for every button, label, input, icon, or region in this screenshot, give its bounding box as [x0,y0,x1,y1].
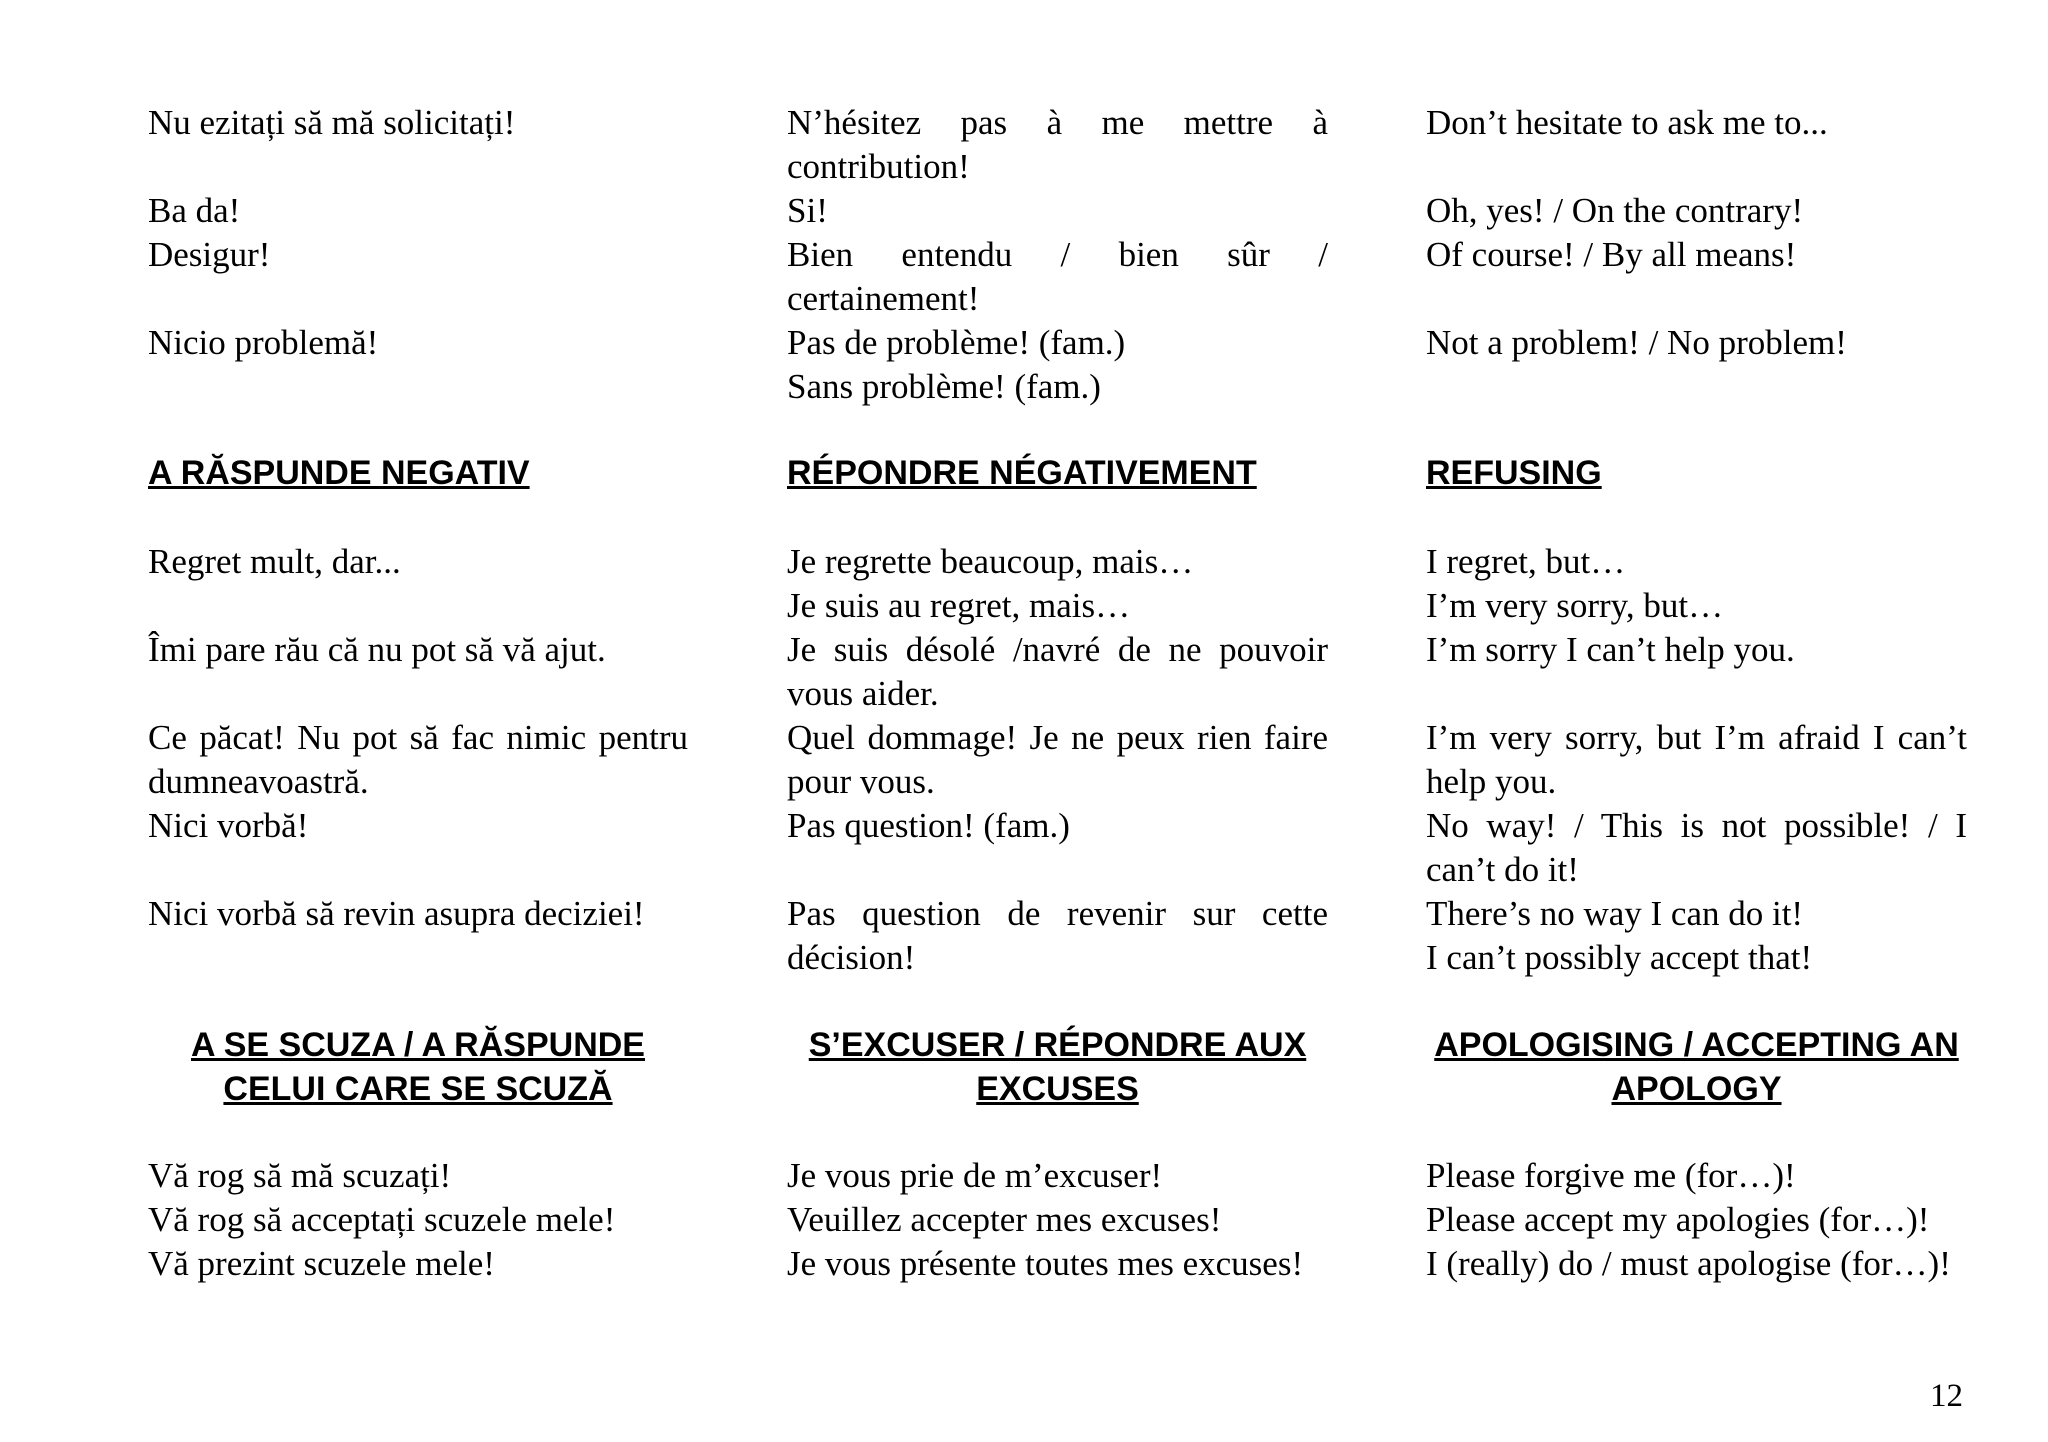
ro-phrase: Nici vorbă să revin asupra deciziei! [148,894,645,933]
ro-phrase: Nu ezitați să mă solicitați! [148,103,516,142]
fr-phrase: Veuillez accepter mes excuses! [787,1200,1222,1239]
ro-heading-refusing: A RĂSPUNDE NEGATIV [148,454,530,492]
en-phrase-block [1426,540,1967,672]
en-phrase: Oh, yes! / On the contrary! [1426,191,1804,230]
ro-phrase: Ba da! [148,191,241,230]
ro-phrase-block [148,321,688,365]
ro-phrase-block [148,1154,688,1286]
en-phrase: I’m very sorry, but I’m afraid I can’t help you. [1426,718,1967,801]
ro-phrase-block [148,892,688,936]
ro-phrase: Nicio problemă! [148,323,379,362]
ro-phrase: Ce păcat! Nu pot să fac nimic pentru dumneavoastră. [148,718,688,801]
ro-phrase-block [148,540,688,584]
ro-phrase-block [148,628,688,672]
en-phrase: Please accept my apologies (for…)! [1426,1200,1930,1239]
en-phrase: I (really) do / must apologise (for…)! [1426,1244,1951,1283]
ro-phrase: Vă rog să acceptați scuzele mele! [148,1200,616,1239]
ro-phrase: Desigur! [148,235,271,274]
ro-phrase: Îmi pare rău că nu pot să vă ajut. [148,630,606,669]
fr-phrase-block [787,1154,1328,1286]
fr-phrase: Bien entendu / bien sûr / certainement! [787,235,1328,318]
en-heading-refusing: REFUSING [1426,454,1602,492]
en-phrase-block [1426,716,1967,980]
fr-phrase: Si! [787,191,828,230]
en-phrase: Of course! / By all means! [1426,235,1797,274]
fr-phrase: Je regrette beaucoup, mais… [787,542,1194,581]
en-phrase: Not a problem! / No problem! [1426,323,1847,362]
ro-phrase-block [148,189,688,277]
fr-phrase: Sans problème! (fam.) [787,367,1101,406]
en-phrase: I’m very sorry, but… [1426,586,1724,625]
ro-phrase: Vă rog să mă scuzați! [148,1156,452,1195]
ro-phrase: Vă prezint scuzele mele! [148,1244,495,1283]
en-phrase: There’s no way I can do it! [1426,894,1804,933]
en-phrase-block [1426,1154,1967,1286]
fr-phrase: Je suis désolé /navré de ne pouvoir vous aider. [787,630,1328,713]
fr-heading-refusing: RÉPONDRE NÉGATIVEMENT [787,454,1257,492]
ro-phrase-block [148,716,688,848]
fr-heading-apologising: S’EXCUSER / RÉPONDRE AUX EXCUSES [808,1026,1307,1108]
fr-phrase-block [787,101,1328,409]
en-phrase: Please forgive me (for…)! [1426,1156,1796,1195]
fr-phrase-block [787,892,1328,980]
fr-phrase: Pas de problème! (fam.) [787,323,1126,362]
fr-phrase: Quel dommage! Je ne peux rien faire pour vous. [787,718,1328,801]
en-phrase: No way! / This is not possible! / I can’t do it! [1426,806,1967,889]
fr-phrase-block [787,540,1328,848]
en-phrase: I’m sorry I can’t help you. [1426,630,1795,669]
ro-phrase: Regret mult, dar... [148,542,401,581]
ro-phrase-block [148,101,688,145]
en-phrase-block [1426,101,1967,145]
fr-phrase: Je suis au regret, mais… [787,586,1131,625]
en-phrase: I can’t possibly accept that! [1426,938,1813,977]
ro-phrase: Nici vorbă! [148,806,309,845]
fr-phrase: Je vous prie de m’excuser! [787,1156,1163,1195]
fr-phrase: Pas question de revenir sur cette décision! [787,894,1328,977]
page-number: 12 [1930,1378,1963,1414]
en-heading-apologising: APOLOGISING / ACCEPTING AN APOLOGY [1434,1026,1959,1108]
en-phrase-block [1426,321,1967,365]
en-phrase-block [1426,189,1967,277]
fr-phrase: Je vous présente toutes mes excuses! [787,1244,1304,1283]
fr-phrase: N’hésitez pas à me mettre à contribution! [787,103,1328,186]
ro-heading-apologising: A SE SCUZA / A RĂSPUNDE CELUI CARE SE SCUZĂ [190,1026,645,1108]
en-phrase: I regret, but… [1426,542,1626,581]
fr-phrase: Pas question! (fam.) [787,806,1070,845]
en-phrase: Don’t hesitate to ask me to... [1426,103,1828,142]
